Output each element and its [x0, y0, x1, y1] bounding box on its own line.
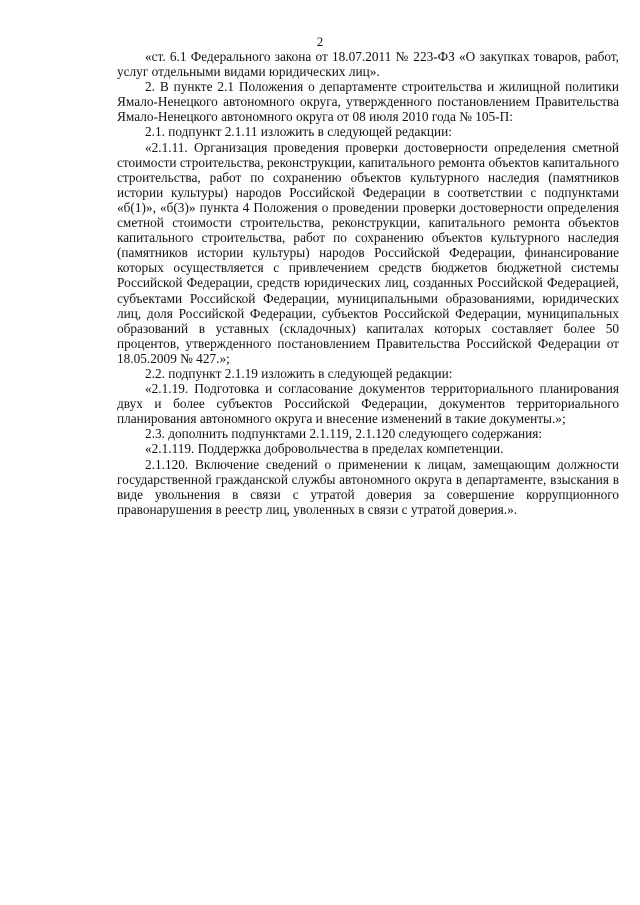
- paragraph-law-reference: «ст. 6.1 Федерального закона от 18.07.2011 № 223-ФЗ «О закупках товаров, работ, услуг отдельными видами юридических лиц».: [117, 49, 619, 80]
- paragraph-subitem-2-1-120: 2.1.120. Включение сведений о применении к лицам, замещающим должности государственной гражданской службы автономного округа в департаменте, взыскания в виде увольнения в связи с утратой доверия за совершение коррупционного правонарушения в реестр лиц, уволенных в связи с утратой доверия.».: [117, 456, 619, 517]
- paragraph-item-2-3: 2.3. дополнить подпунктами 2.1.119, 2.1.120 следующего содержания:: [145, 426, 543, 442]
- document-body: [117, 49, 619, 517]
- paragraph-subitem-2-1-11: «2.1.11. Организация проведения проверки достоверности определения сметной стоимости строительства, реконструкции, капитального ремонта объектов капитального строительства, работ по сохранению объектов культурного наследия (памятников истории культуры) народов Российской Федерации в соответствии с подпунктами «б(1)», «б(3)» пункта 4 Положения о проведении проверки достоверности определения сметной стоимости строительства, реконструкции, капитального ремонта объектов капитального строительства, работ по сохранению объектов культурного наследия (памятников истории культуры) народов Российской Федерации, финансирование которых осуществляется с привлечением средств бюджетов бюджетной системы Российской Федерации, средств юридических лиц, созданных Российской Федерацией, субъектами Российской Федерации, муниципальными образованиями, юридических лиц, доля Российской Федерации, субъектов Российской Федерации, муниципальных образований в уставных (складочных) капиталах которых составляет более 50 процентов, утвержденного постановлением Правительства Российской Федерации от 18.05.2009 № 427.»;: [117, 139, 619, 366]
- paragraph-subitem-2-1-119: «2.1.119. Поддержка добровольчества в пределах компетенции.: [145, 441, 504, 457]
- page-number: 2: [316, 34, 324, 49]
- paragraph-item-2: 2. В пункте 2.1 Положения о департаменте строительства и жилищной политики Ямало-Ненецкого автономного округа, утвержденного постановлением Правительства Ямало-Ненецкого автономного округа от 08 июля 2010 года № 105-П:: [117, 79, 619, 125]
- paragraph-subitem-2-1-19: «2.1.19. Подготовка и согласование документов территориального планирования двух и более субъектов Российской Федерации, документов территориального планирования автономного округа и внесение изменений в такие документы.»;: [117, 381, 619, 427]
- paragraph-item-2-2: 2.2. подпункт 2.1.19 изложить в следующей редакции:: [145, 365, 453, 381]
- paragraph-item-2-1: 2.1. подпункт 2.1.11 изложить в следующей редакции:: [145, 124, 452, 140]
